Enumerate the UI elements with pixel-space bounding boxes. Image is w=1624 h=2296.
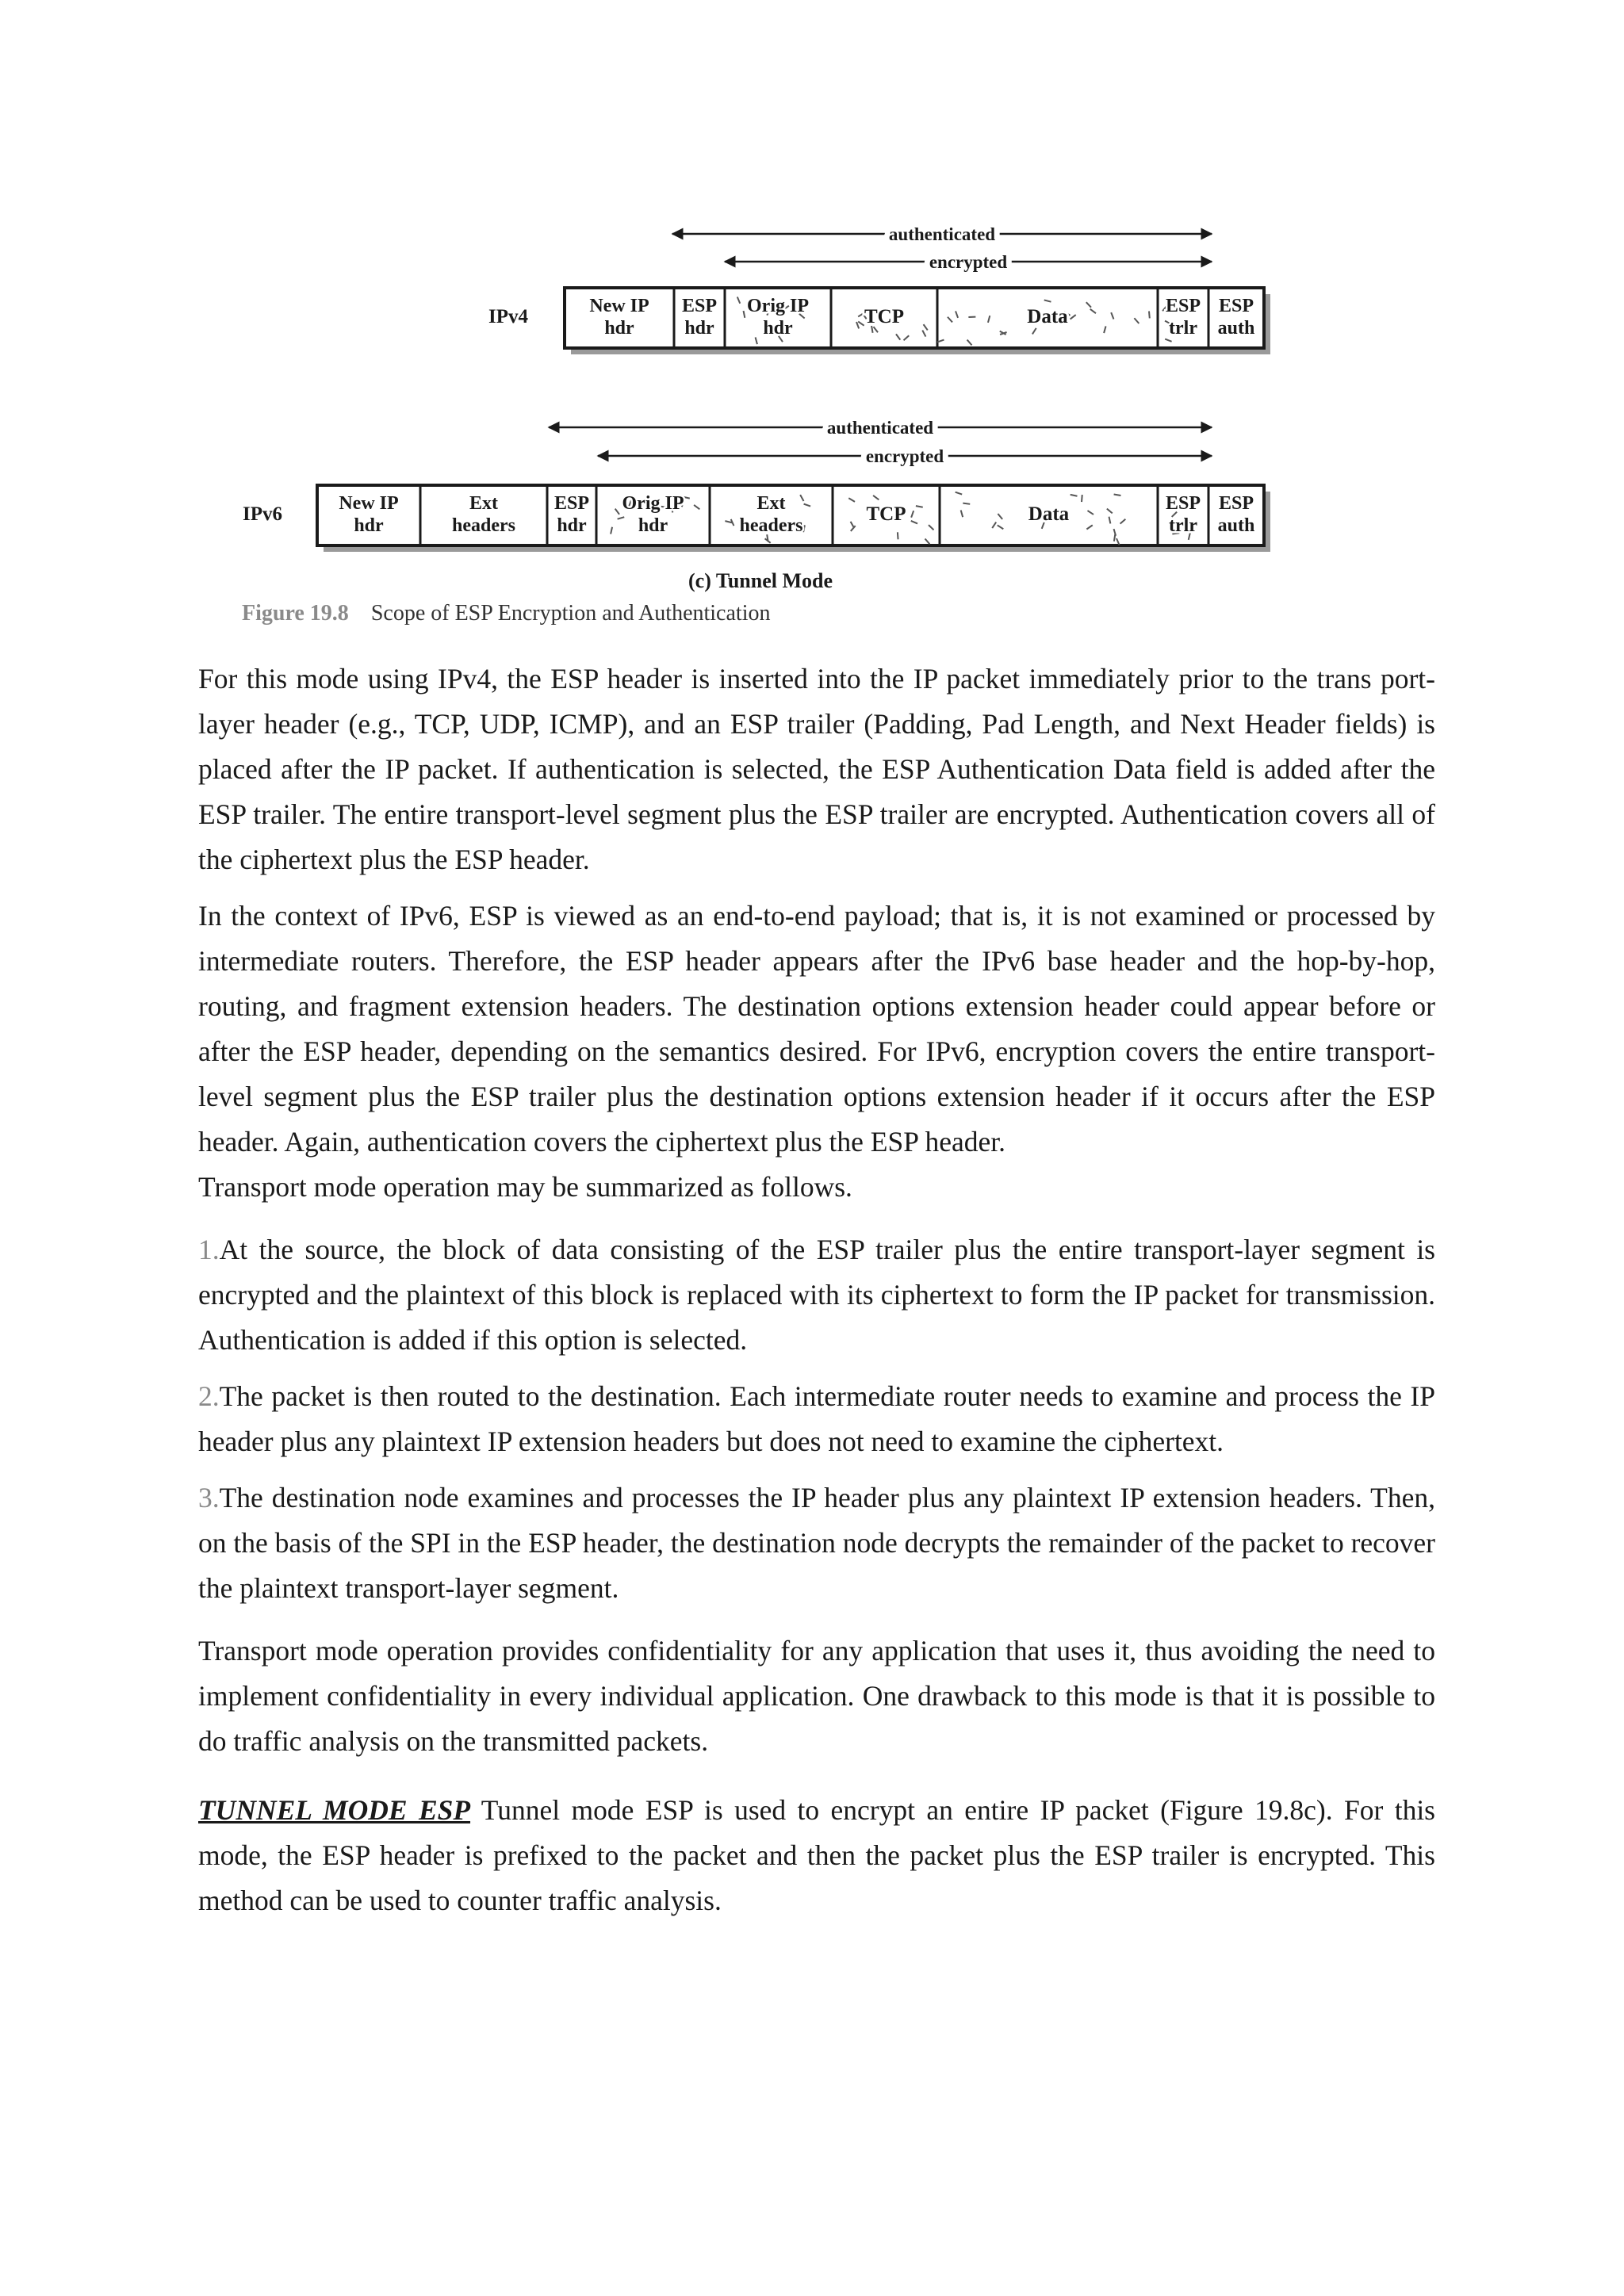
field-label: ESP [1165, 296, 1201, 316]
list-item [198, 1227, 1435, 1363]
ipv6-row [243, 418, 1270, 552]
esp-scope-figure [0, 0, 1624, 634]
encrypted-arrow [598, 446, 1212, 466]
field-label: New IP [589, 296, 649, 316]
figure-number: Figure 19.8 [242, 601, 349, 626]
field-label: hdr [557, 515, 587, 536]
field-label: TCP [864, 306, 904, 327]
field-label: hdr [354, 515, 384, 536]
field-label: Orig IP [747, 296, 809, 316]
encrypted-arrow-label: encrypted [865, 446, 944, 466]
field-label: hdr [763, 318, 793, 339]
field-label: auth [1217, 515, 1255, 536]
list-text: The packet is then routed to the destination. Each intermediate router needs to examine and process the IP header plus any plaintext IP extension headers but does not need to examine the ciphertext. [198, 1380, 1435, 1457]
tunnel-mode-text: Tunnel mode ESP is used to encrypt an entire IP packet (Figure 19.8c). For this mode, the ESP header is prefixed to the packet and then the packet plus the ESP trailer is encrypted. This method can be used to counter traffic analysis. [198, 1794, 1435, 1916]
field-label: Data [1028, 503, 1070, 525]
authenticated-arrow-label: authenticated [888, 224, 996, 244]
field-label: ESP [1165, 493, 1201, 514]
field-label: Data [1027, 306, 1068, 327]
authenticated-arrow [672, 224, 1212, 244]
list-text: The destination node examines and processes the IP header plus any plaintext IP extension headers. Then, on the basis of the SPI in the ESP header, the destination node decrypts the remainder of the packet to recover the plaintext transport-layer segment. [198, 1482, 1435, 1604]
body-text [198, 656, 1435, 1923]
field-label: hdr [638, 515, 668, 536]
field-label: trlr [1169, 318, 1197, 339]
figure-title: Scope of ESP Encryption and Authentication [370, 601, 771, 626]
ipv4-row [488, 224, 1270, 354]
field-label: Ext [469, 493, 498, 514]
paragraph-ipv4: For this mode using IPv4, the ESP header is inserted into the IP packet immediately prior to the trans port-layer header (e.g., TCP, UDP, ICMP), and an ESP trailer (Padding, Pad Length, and Next Header fields) is placed after the IP packet. If authentication is selected, the ESP Authentication Data field is added after the ESP trailer. The entire transport-level segment plus the ESP trailer are encrypted. Authentication covers all of the ciphertext plus the ESP header. [198, 663, 1435, 875]
field-label: ESP [1218, 296, 1254, 316]
list-text: At the source, the block of data consisting of the ESP trailer plus the entire transport-layer segment is encrypted and the plaintext of this block is replaced with its ciphertext to form the IP packet for transmission. Authentication is added if this option is selected. [198, 1234, 1435, 1356]
figure-caption [242, 601, 770, 626]
paragraph-tunnel-mode [198, 1788, 1435, 1923]
paragraph-ipv6: In the context of IPv6, ESP is viewed as an end-to-end payload; that is, it is not examined or processed by intermediate routers. Therefore, the ESP header appears after the IPv6 base header and the hop-by-hop, routing, and fragment extension headers. The destination options extension header could appear before or after the ESP header, depending on the semantics desired. For IPv6, encryption covers the entire transport-level segment plus the ESP trailer plus the destination options extension header if it occurs after the ESP header. Again, authentication covers the ciphertext plus the ESP header. [198, 900, 1435, 1158]
field-label: trlr [1169, 515, 1197, 536]
row-label: IPv6 [243, 503, 282, 525]
list-item [198, 1475, 1435, 1611]
tunnel-mode-heading: TUNNEL MODE ESP [198, 1794, 471, 1826]
field-label: hdr [684, 318, 714, 339]
sub-caption: (c) Tunnel Mode [688, 569, 833, 592]
encrypted-arrow [725, 252, 1212, 272]
field-label: ESP [1218, 493, 1254, 514]
field-label: Orig IP [622, 493, 684, 514]
field-label: ESP [553, 493, 590, 514]
field-label: TCP [866, 503, 906, 525]
field-label: headers [739, 515, 803, 536]
list-number: 2. [198, 1380, 220, 1412]
paragraph-transport-mode: Transport mode operation provides confidentiality for any application that uses it, thus avoiding the need to implement confidentiality in every individual application. One drawback to this mode is that it is possible to do traffic analysis on the transmitted packets. [198, 1635, 1435, 1757]
packet-outline [565, 288, 1264, 348]
field-label: Ext [756, 493, 786, 514]
list-item [198, 1374, 1435, 1464]
row-label: IPv4 [488, 306, 528, 327]
field-label: New IP [339, 493, 399, 514]
field-label: headers [452, 515, 515, 536]
field-label: hdr [604, 318, 634, 339]
authenticated-arrow [549, 418, 1212, 438]
field-label: auth [1217, 318, 1255, 339]
encrypted-arrow-label: encrypted [929, 252, 1008, 272]
field-label: ESP [681, 296, 718, 316]
esp-diagram [0, 0, 1624, 634]
authenticated-arrow-label: authenticated [826, 418, 934, 438]
list-number: 1. [198, 1234, 220, 1265]
list-number: 3. [198, 1482, 220, 1513]
paragraph-summary-intro: Transport mode operation may be summarized as follows. [198, 1171, 852, 1203]
